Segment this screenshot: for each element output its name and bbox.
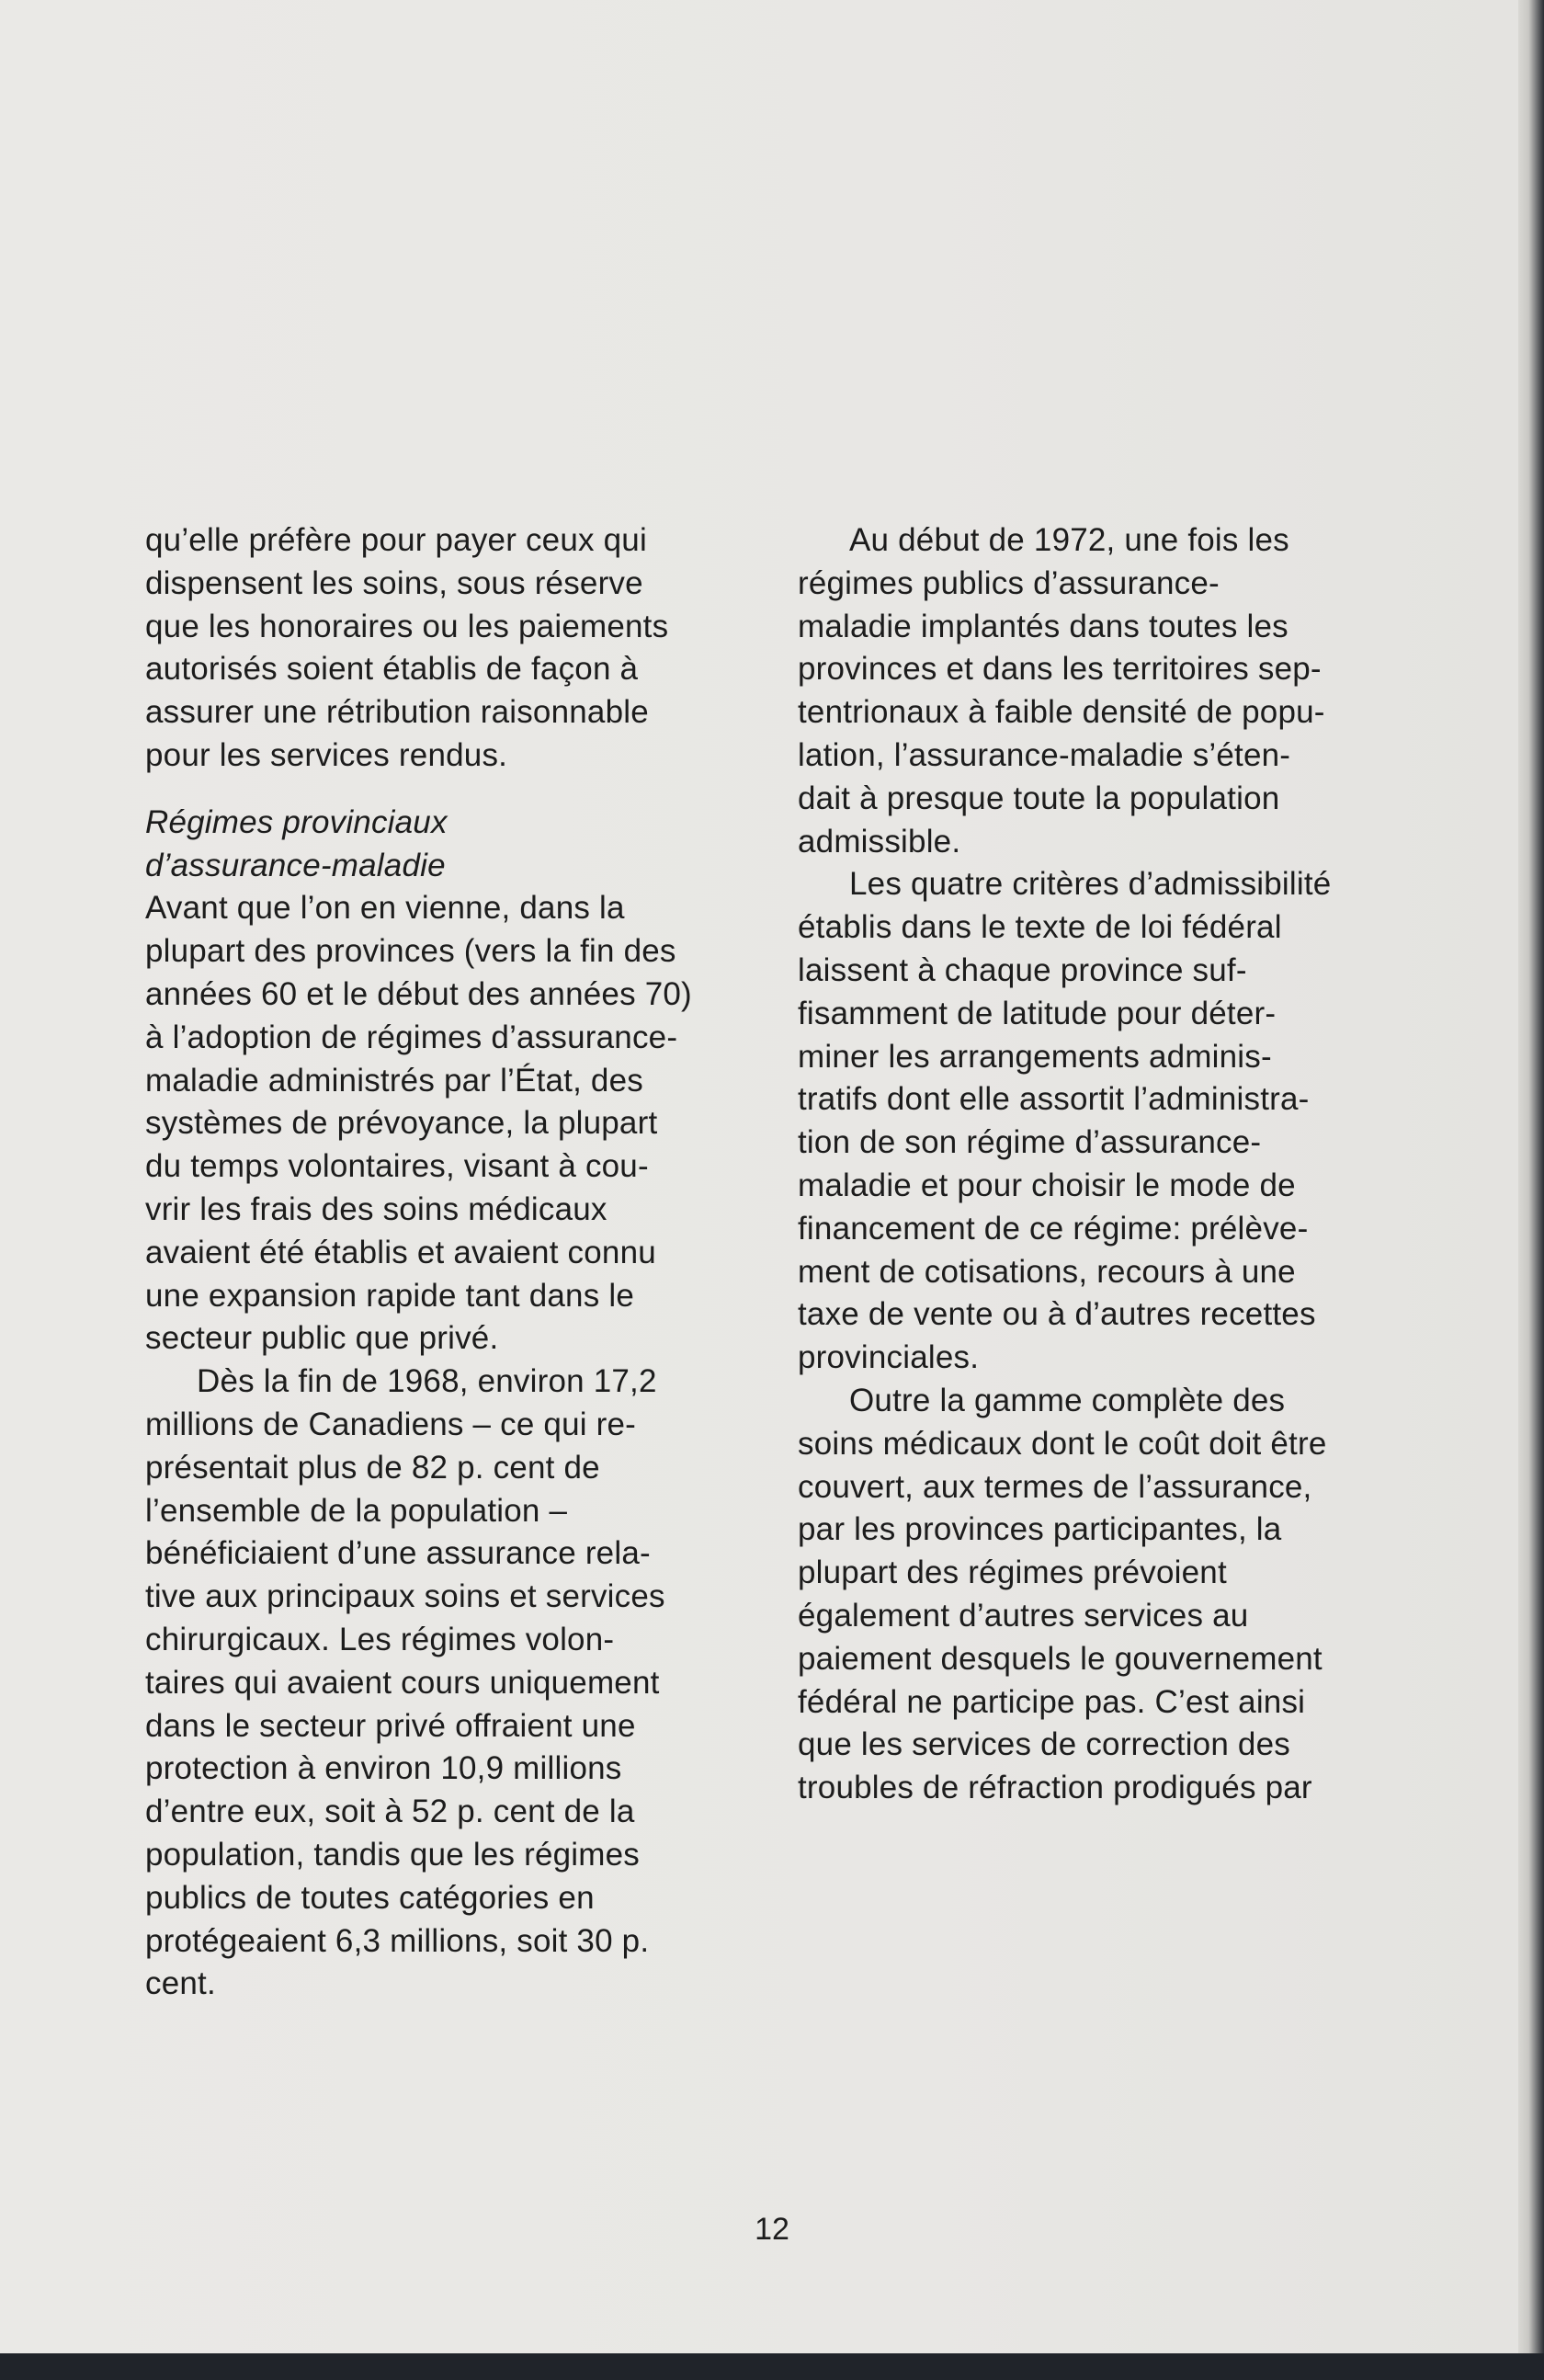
paragraph: Au début de 1972, une fois les régimes publics d’assurance- maladie implantés dans toutes les provinces et dans les territoires sep- tentrionaux à faible densité de popu- lation, l’assurance-maladie s’éten- dait à presque toute la population admissible. (798, 522, 1325, 860)
section-heading: Régimes provinciaux d’assurance-maladie (145, 803, 448, 883)
left-column (145, 519, 752, 2006)
paragraph: Dès la fin de 1968, environ 17,2 millions de Canadiens – ce qui re- présentait plus de 82 p. cent de l’ensemble de la population – bénéficiaient d’une assurance rela- tive aux principaux soins et services chirurgicaux. Les régimes volon- taires qui avaient cours uniquement dans le secteur privé offraient une protection à environ 10,9 millions d’entre eux, soit à 52 p. cent de la population, tandis que les régimes publics de toutes catégories en protégeaient 6,3 millions, soit 30 p. cent. (145, 1363, 665, 2002)
paragraph: Les quatre critères d’admissibilité établis dans le texte de loi fédéral laissent à chaque province suf- fisamment de latitude pour déter- miner les arrangements adminis- tratifs dont elle assortit l’administra- tion de son régime d’assurance- maladie et pour choisir le mode de financement de ce régime: prélève- ment de cotisations, recours à une taxe de vente ou à d’autres recettes provinciales. (798, 866, 1332, 1376)
page-edge (1518, 0, 1544, 2380)
paragraph: Avant que l’on en vienne, dans la plupart des provinces (vers la fin des années 60 et le début des années 70) à l’adoption de régimes d’assurance- maladie administrés par l’État, des systèmes de prévoyance, la plupart du temps volontaires, visant à cou- vrir les frais des soins médicaux avaient été établis et avaient connu une expansion rapide tant dans le secteur public que privé. (145, 890, 692, 1357)
page-number: 12 (755, 2212, 789, 2247)
paragraph-continuation: qu’elle préfère pour payer ceux qui dispensent les soins, sous réserve que les honoraires ou les paiements autorisés soient établis de façon à assurer une rétribution raisonnable pour les services rendus. (145, 522, 669, 773)
paragraph: Outre la gamme complète des soins médicaux dont le coût doit être couvert, aux termes de l’assurance, par les provinces participantes, la plupart des régimes prévoient également d’autres services au paiement desquels le gouvernement fédéral ne participe pas. C’est ainsi que les services de correction des troubles de réfraction prodigués par (798, 1382, 1327, 1806)
scan-border (0, 2353, 1544, 2380)
right-column (798, 519, 1423, 1810)
